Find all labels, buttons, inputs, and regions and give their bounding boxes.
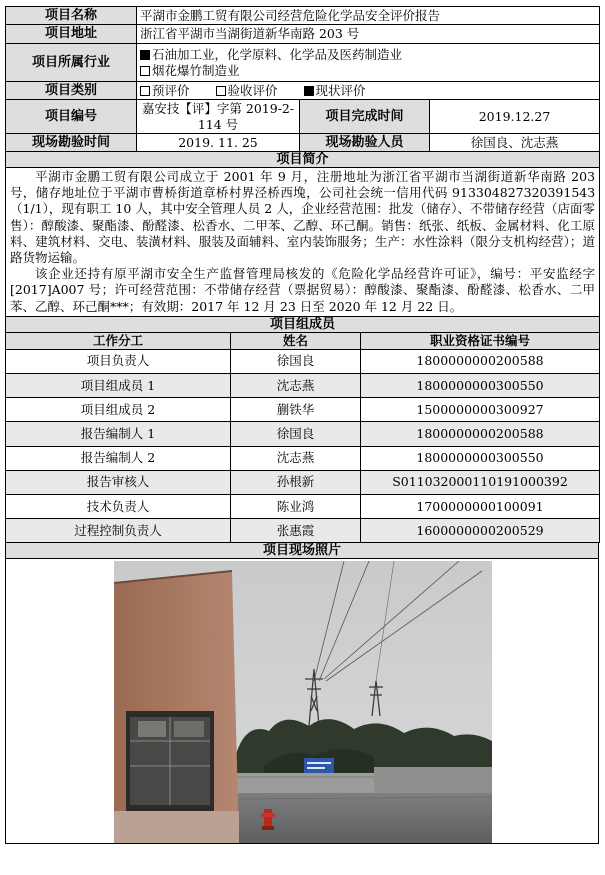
member-role: 项目组成员 1	[6, 374, 231, 398]
project-number-label: 项目编号	[6, 100, 137, 134]
checkbox-unchecked-icon	[216, 86, 226, 96]
member-cert: 1800000000200588	[361, 422, 600, 446]
member-cert: 1800000000200588	[361, 349, 600, 373]
table-row	[6, 374, 600, 398]
member-name: 沈志燕	[231, 446, 361, 470]
checkbox-unchecked-icon	[140, 86, 150, 96]
category-option-label: 现状评价	[315, 82, 366, 98]
checkbox-checked-icon	[304, 86, 314, 96]
member-cert: 1700000000100091	[361, 494, 600, 518]
photo-section-title: 项目现场照片	[6, 543, 599, 559]
member-name: 孙根新	[231, 470, 361, 494]
table-row	[6, 519, 600, 543]
member-cert: 1600000000200529	[361, 519, 600, 543]
project-category-options	[137, 82, 600, 100]
industry-option-fireworks	[140, 63, 596, 79]
category-option-label: 预评价	[152, 82, 190, 98]
project-industry-options	[137, 44, 600, 82]
member-cert: 1800000000300550	[361, 446, 600, 470]
member-role: 项目组成员 2	[6, 398, 231, 422]
member-role: 技术负责人	[6, 494, 231, 518]
surveyors-value: 徐国良、沈志燕	[430, 134, 600, 152]
members-header-row	[6, 332, 600, 349]
industry-option-petrochemical	[140, 47, 596, 63]
table-row	[6, 349, 600, 373]
project-address-label: 项目地址	[6, 25, 137, 44]
checkbox-unchecked-icon	[140, 66, 150, 76]
survey-time-value: 2019. 11. 25	[137, 134, 300, 152]
member-role: 项目负责人	[6, 349, 231, 373]
project-number-value: 嘉安技【评】字第 2019-2-114 号	[137, 100, 300, 134]
project-name-value: 平湖市金鹏工贸有限公司经营危险化学品安全评价报告	[137, 7, 600, 25]
completion-time-label: 项目完成时间	[300, 100, 430, 134]
member-name: 陈业鸿	[231, 494, 361, 518]
category-option-current	[304, 83, 366, 98]
member-name: 沈志燕	[231, 374, 361, 398]
table-row	[6, 446, 600, 470]
table-row	[6, 422, 600, 446]
intro-body	[6, 168, 600, 317]
intro-paragraph-2: 该企业还持有原平湖市安全生产监督管理局核发的《危险化学品经营许可证》，编号：平安监经字[2017]A007 号；许可经营范围：不带储存经营（票据贸易）：醇酸漆、聚酯漆、酚醛漆、松香水、二甲苯、乙醇、环己酮***；有效期：2017 年 12 月 23 日至 2020 年 12 月 22 日。	[10, 266, 596, 314]
category-option-acceptance	[216, 83, 278, 98]
member-cert: 1800000000300550	[361, 374, 600, 398]
surveyors-label: 现场勘验人员	[300, 134, 430, 152]
project-name-label: 项目名称	[6, 7, 137, 25]
industry-option-label: 石油加工业，化学原料、化学品及医药制造业	[152, 46, 403, 62]
member-name: 蒯铁华	[231, 398, 361, 422]
project-info-table	[5, 6, 600, 333]
report-info-sheet	[5, 6, 599, 844]
header-role: 工作分工	[6, 332, 231, 349]
member-role: 过程控制负责人	[6, 519, 231, 543]
members-section-title: 项目组成员	[6, 316, 600, 332]
member-name: 张惠霞	[231, 519, 361, 543]
site-photo	[114, 561, 492, 843]
project-address-value: 浙江省平湖市当湖街道新华南路 203 号	[137, 25, 600, 44]
table-row	[6, 470, 600, 494]
header-name: 姓名	[231, 332, 361, 349]
photo-table	[5, 542, 599, 844]
member-role: 报告编制人 2	[6, 446, 231, 470]
members-table	[5, 332, 600, 544]
project-category-label: 项目类别	[6, 82, 137, 100]
survey-time-label: 现场勘验时间	[6, 134, 137, 152]
member-cert: 1500000000300927	[361, 398, 600, 422]
member-name: 徐国良	[231, 422, 361, 446]
category-option-label: 验收评价	[227, 82, 278, 98]
category-option-pre	[140, 83, 190, 98]
photo-cell	[6, 559, 599, 844]
header-cert: 职业资格证书编号	[361, 332, 600, 349]
member-role: 报告审核人	[6, 470, 231, 494]
intro-section-title: 项目简介	[6, 152, 600, 168]
industry-option-label: 烟花爆竹制造业	[152, 62, 240, 78]
checkbox-checked-icon	[140, 50, 150, 60]
project-industry-label: 项目所属行业	[6, 44, 137, 82]
table-row	[6, 398, 600, 422]
completion-time-value: 2019.12.27	[430, 100, 600, 134]
member-cert: S011032000110191000392	[361, 470, 600, 494]
intro-paragraph-1: 平湖市金鹏工贸有限公司成立于 2001 年 9 月，注册地址为浙江省平湖市当湖街道新华南路 203 号，储存地址位于平湖市曹桥街道章桥村界泾桥西堍，公司社会统一信用代码 91330482732039154З（1/1），现有职工 10 人，其中安全管理人员 2 人，企业经营范围：批发（储存）、不带储存经营（店面零售）：醇酸漆、聚酯漆、酚醛漆、松香水、二甲苯、乙醇、环己酮。销售：纸张、纸板、金属材料、化工原料、建筑材料、交电、装潢材料、服装及面辅料、室内装饰服务；生产：水性涂料（限分支机构经营）；道路货物运输。	[10, 169, 596, 266]
member-role: 报告编制人 1	[6, 422, 231, 446]
table-row	[6, 494, 600, 518]
member-name: 徐国良	[231, 349, 361, 373]
